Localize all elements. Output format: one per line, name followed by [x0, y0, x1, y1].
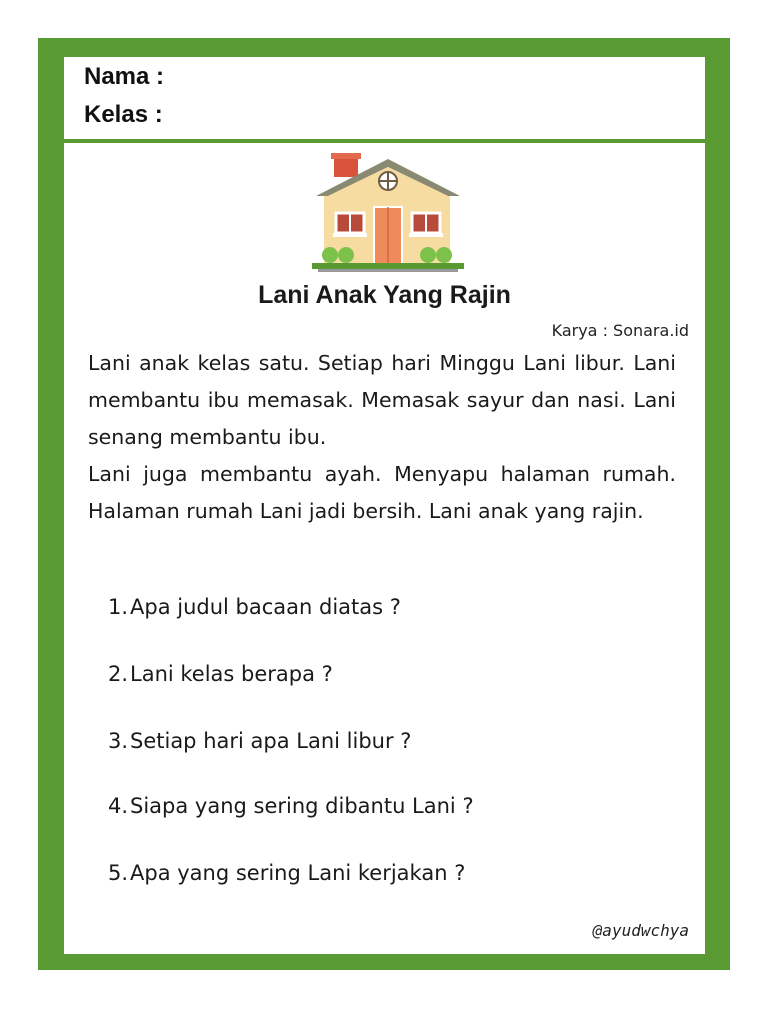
story-title: Lani Anak Yang Rajin [258, 281, 511, 309]
question-number: 3. [107, 729, 128, 753]
class-label: Kelas : [84, 101, 163, 128]
worksheet-body [64, 143, 705, 954]
question-item [102, 662, 333, 686]
question-text: Lani kelas berapa ? [130, 662, 333, 686]
house-illustration [308, 151, 468, 276]
question-item [102, 729, 411, 753]
student-info-header [64, 57, 705, 139]
story-paragraph: Lani anak kelas satu. Setiap hari Minggu Lani libur. Lani membantu ibu memasak. Memasak sayur dan nasi. Lani senang membantu ibu. [88, 351, 676, 449]
question-number: 5. [107, 861, 128, 885]
question-item [102, 595, 401, 619]
creator-handle: @ayudwchya [592, 921, 689, 940]
question-text: Setiap hari apa Lani libur ? [130, 729, 412, 753]
question-item [102, 794, 474, 818]
question-item [102, 861, 465, 885]
name-label: Nama : [84, 63, 165, 90]
author-credit: Karya : Sonara.id [551, 321, 689, 340]
question-text: Apa yang sering Lani kerjakan ? [130, 861, 466, 885]
question-number: 4. [107, 794, 128, 818]
question-text: Apa judul bacaan diatas ? [130, 595, 401, 619]
story-text [88, 345, 676, 530]
story-paragraph: Lani juga membantu ayah. Menyapu halaman rumah. Halaman rumah Lani jadi bersih. Lani anak yang rajin. [88, 462, 676, 523]
question-number: 2. [107, 662, 128, 686]
question-text: Siapa yang sering dibantu Lani ? [130, 794, 474, 818]
question-number: 1. [107, 595, 128, 619]
